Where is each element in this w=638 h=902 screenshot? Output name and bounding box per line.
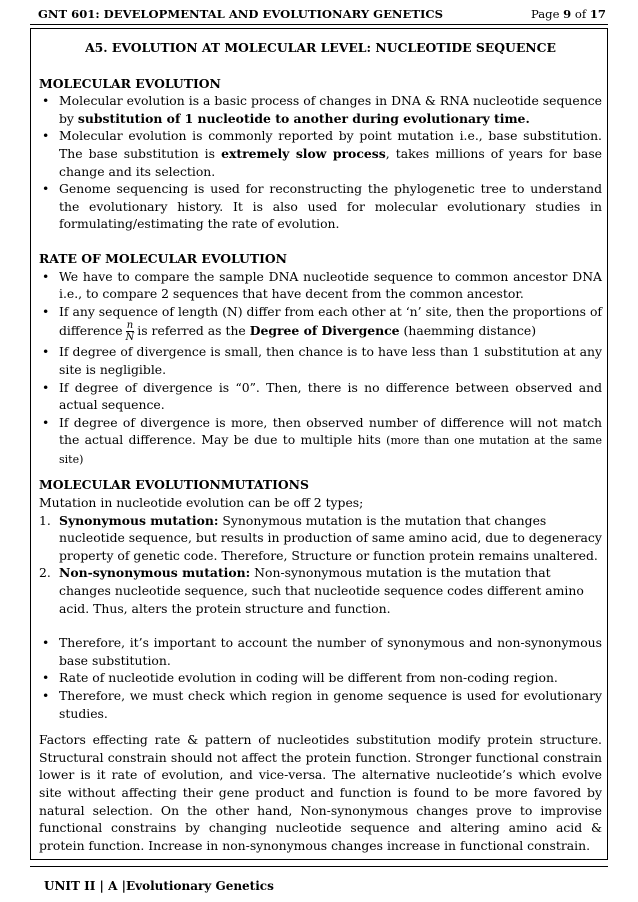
summary-paragraph: Factors effecting rate & pattern of nucleotides substitution modify protein structure. Structural constrain should not affect the protein function. Stronger functional constrain lower is it rate of evolution, and vice-versa. The alternative nucleotide’s which evolve site without affecting their gene product and function is found to be more favored by natural selection. On the other hand, Non-synonymous changes prove to improvise functional constrains by changing nucleotide sequence and altering amino acid & protein function. Increase in non-synonymous changes increase in functional constrain. xyxy=(39,732,602,853)
page-number: Page 9 of 17 xyxy=(530,7,606,21)
list-item: 2. Non-synonymous mutation: Non-synonymous mutation is the mutation that changes nucleotide sequence, such that nucleotide sequence codes different amino acid. Thus, alters the protein structure and function. xyxy=(39,565,584,616)
list-item: • We have to compare the sample DNA nucleotide sequence to common ancestor DNA i.e., to compare 2 sequences that have decent from the common ancestor. xyxy=(39,268,602,303)
mutations-intro: Mutation in nucleotide evolution can be off 2 types; xyxy=(39,495,364,511)
course-title: GNT 601: DEVELOPMENTAL AND EVOLUTIONARY GENETICS xyxy=(38,7,444,21)
molecular-evolution-list xyxy=(39,92,602,233)
rate-list xyxy=(39,268,602,469)
list-item: • Therefore, it’s important to account the number of synonymous and non-synonymous base substitution. xyxy=(39,634,602,669)
section-title: A5. EVOLUTION AT MOLECULAR LEVEL: NUCLEOTIDE SEQUENCE xyxy=(85,40,556,55)
fraction-n-over-N: $\frac{n}{N}$ xyxy=(125,320,135,344)
heading-mutations: MOLECULAR EVOLUTIONMUTATIONS xyxy=(39,477,309,493)
heading-molecular-evolution: MOLECULAR EVOLUTION xyxy=(39,75,221,91)
list-item: • Molecular evolution is a basic process of changes in DNA & RNA nucleotide sequence by substitution of 1 nucleotide to another during evolutionary time. xyxy=(39,92,602,127)
page-footer xyxy=(30,866,608,893)
page-header xyxy=(30,6,608,25)
mutations-notes-list xyxy=(39,634,602,722)
list-item: 1. Synonymous mutation: Synonymous mutation is the mutation that changes nucleotide sequence, but results in production of same amino acid, due to degeneracy property of genetic code. Therefore, Structure or function protein remains unaltered. xyxy=(39,512,602,563)
content xyxy=(39,37,602,854)
heading-rate: RATE OF MOLECULAR EVOLUTION xyxy=(39,250,287,266)
list-item: • Molecular evolution is commonly reported by point mutation i.e., base substitution. The base substitution is extremely slow process, takes millions of years for base change and its selection. xyxy=(39,127,602,180)
mutation-types-list xyxy=(39,512,602,618)
content-frame xyxy=(30,28,608,860)
list-item: • Genome sequencing is used for reconstructing the phylogenetic tree to understand the evolutionary history. It is also used for molecular evolutionary studies in formulating/estimating the rate of evolution. xyxy=(39,180,602,233)
footer-unit: UNIT II | A |Evolutionary Genetics xyxy=(44,879,274,893)
list-item: • Therefore, we must check which region in genome sequence is used for evolutionary studies. xyxy=(39,687,602,722)
list-item: • Rate of nucleotide evolution in coding will be different from non-coding region. xyxy=(39,669,602,687)
list-item: • If any sequence of length (N) differ from each other at ‘n’ site, then the proportions of difference $\frac{n}{N}$ is referred as the Degree of Divergence (haemming distance) xyxy=(39,303,602,344)
list-item: • If degree of divergence is more, then observed number of difference will not match the actual difference. May be due to multiple hits (more than one mutation at the same site) xyxy=(39,414,602,469)
list-item: • If degree of divergence is “0”. Then, there is no difference between observed and actual sequence. xyxy=(39,379,602,414)
list-item: • If degree of divergence is small, then chance is to have less than 1 substitution at any site is negligible. xyxy=(39,343,602,378)
